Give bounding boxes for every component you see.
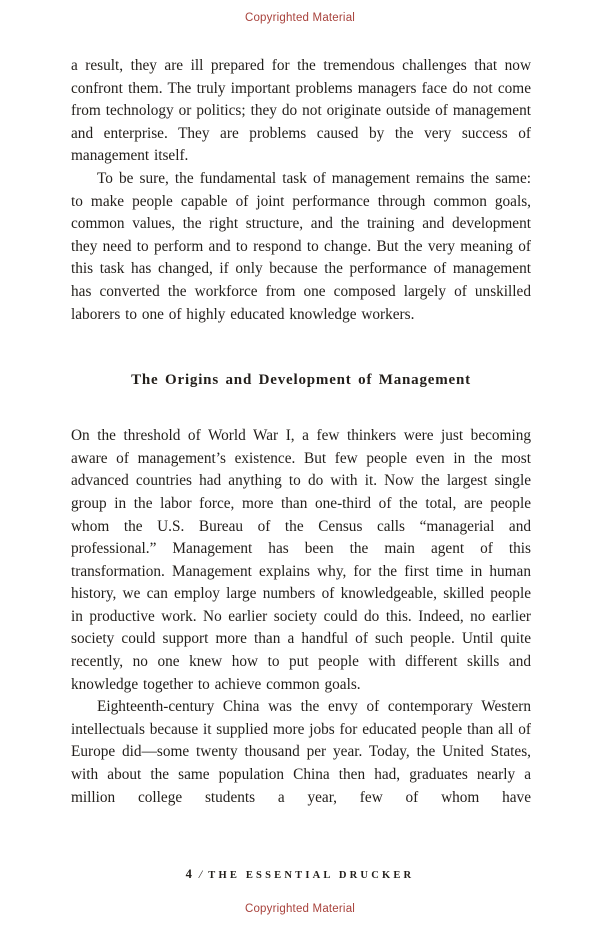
section-heading: The Origins and Development of Management — [131, 372, 471, 389]
copyright-notice-top: Copyrighted Material — [244, 12, 356, 24]
paragraph: a result, they are ill prepared for the tremendous challenges that now confront them. The truly important problems managers face do not come from technology or politics; they do not originate outside of management and enterprise. They are problems caused by the very success of management itself. — [71, 57, 531, 165]
page-number: 4 — [185, 867, 193, 881]
copyright-notice-bottom: Copyrighted Material — [244, 903, 356, 915]
paragraph: On the threshold of World War I, a few thinkers were just becoming aware of management’s existence. But few people even in the most advanced countries had anything to do with it. Now the largest single group in the labor force, more than one-third of the total, are people whom the U.S. Bureau of the Census calls “managerial and professional.” Management has been the main agent of this transformation. Management explains why, for the first time in human history, we can employ large numbers of knowledgeable, skilled people in productive work. No earlier society could do this. Indeed, no earlier society could support more than a handful of such people. Until quite recently, no one knew how to put people with different skills and knowledge together to achieve common goals. — [71, 427, 531, 693]
page-footer — [0, 865, 600, 883]
page-text-block — [71, 55, 531, 809]
paragraph: Eighteenth-century China was the envy of contemporary Western intellectuals because it supplied more jobs for educated people than all of Europe did—some twenty thousand per year. Today, the United States, with about the same population China then had, graduates nearly a million college students a year, few of whom have — [71, 698, 531, 806]
book-title: THE ESSENTIAL DRUCKER — [208, 870, 415, 881]
footer-separator: / — [198, 867, 203, 881]
paragraph: To be sure, the fundamental task of management remains the same: to make people capable of joint performance through common goals, common values, the right structure, and the training and development they need to perform and to respond to change. But the very meaning of this task has changed, if only because the performance of management has converted the workforce from one composed largely of unskilled laborers to one of highly educated knowledge workers. — [71, 169, 531, 323]
